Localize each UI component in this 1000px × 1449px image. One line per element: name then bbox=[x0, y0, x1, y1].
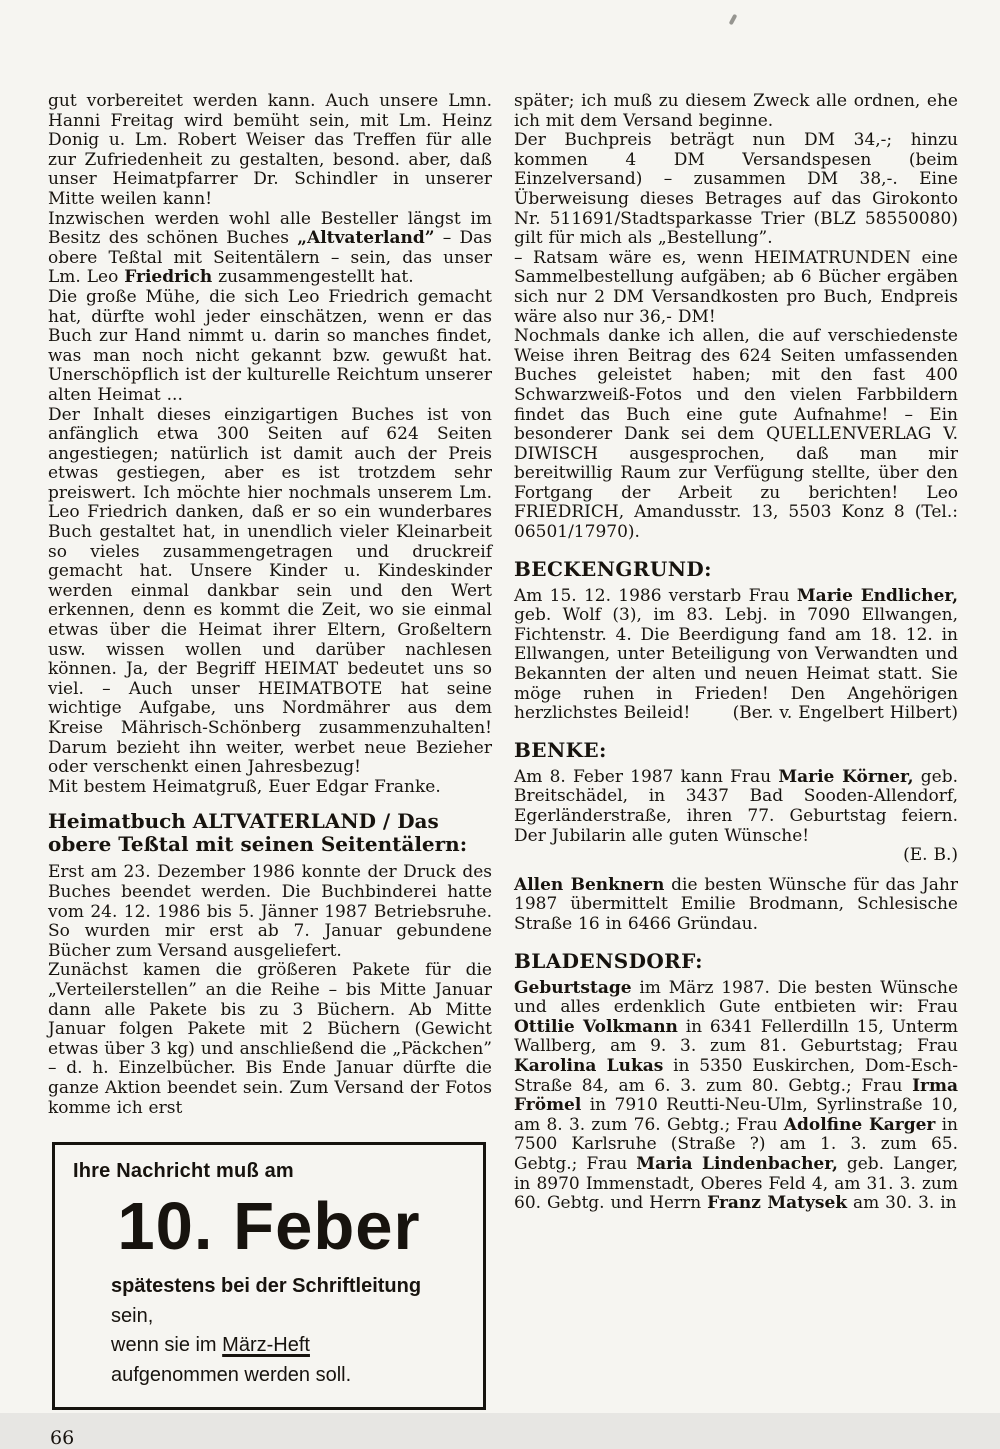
heading-beckengrund: BECKENGRUND: bbox=[514, 556, 712, 581]
paragraph-continuation: gut vorbereitet werden kann. Auch unsere Lmn. Hanni Freitag wird bemüht sein, mit Lm. Heinz Donig u. Lm. Robert Weiser das Treffen für alle zur Zufriedenheit zu gestalten, besond. aber, daß unser Heimatpfarrer Dr. Schindler in unserer Mitte weilen kann! bbox=[48, 91, 492, 209]
left-column bbox=[48, 92, 492, 1449]
heading-benke: BENKE: bbox=[514, 737, 607, 762]
paragraph-birthday-koerner: Am 8. Feber 1987 kann Frau Marie Körner, geb. Breitschädel, in 3437 Bad Sooden-Allendorf, Egerländerstraße, ihren 77. Geburtstag feiern. Der Jubilarin alle guten Wünsche! (E. B.) bbox=[514, 766, 959, 866]
right-column bbox=[514, 92, 958, 1214]
paragraph-thanks-quellenverlag: Nochmals danke ich allen, die auf verschiedenste Weise ihren Beitrag des 624 Seiten umfassenden Buches geleistet haben; mit den fast 400 Schwarzweiß-Fotos und den vielen Farbbildern findet das Buch eine gute Aufnahme! – Ein besonderer Dank sei dem QUELLENVERLAG V. DIWISCH ausgesprochen, daß man mir bereitwillig Raum zur Verfügung stellte, über den Fortgang der Arbeit zu berichten! Leo FRIEDRICH, Amandusstr. 13, 5503 Konz 8 (Tel.: 06501/17970). bbox=[514, 326, 958, 543]
paragraph-book-content-heimatbote: Der Inhalt dieses einzigartigen Buches ist von anfänglich etwa 300 Seiten auf 624 Seiten angestiegen; natürlich ist damit auch der Preis etwas gestiegen, aber es ist trotzdem sehr preiswert. Ich möchte hier nochmals unserem Lm. Leo Friedrich danken, daß er so ein wunderbares Buch gestaltet hat, in unendlich vieler Kleinarbeit so vieles zusammengetragen und druckreif gemacht hat. Unsere Kinder u. Kindeskinder werden einmal dankbar sein und den Wert erkennen, denn es kommt die Zeit, wo sie einmal etwas über die Heimat ihrer Eltern, Großeltern usw. wissen wollen und darüber nachlesen können. Ja, der Begriff HEIMAT bedeutet uns so viel. – Auch unser HEIMATBOTE hat seine wichtige Aufgabe, uns Nordmährer aus dem Kreise Mährisch-Schönberg zusammenzuhalten! Darum bezieht ihn weiter, werbet neue Bezieher oder verschenkt einen Jahresbezug! bbox=[48, 404, 492, 778]
paragraph-altvaterland-announcement: Inzwischen werden wohl alle Besteller längst im Besitz des schönen Buches „Altvaterland” – Das obere Teßtal mit Seitentälern – sein, das unser Lm. Leo Friedrich zusammengestellt hat. bbox=[48, 208, 493, 288]
notice-intro-line: Ihre Nachricht muß am bbox=[73, 1160, 294, 1183]
deadline-notice-box bbox=[52, 1142, 486, 1410]
scan-artifact-speck bbox=[729, 14, 738, 26]
paragraph-birthdays-march: Geburtstage im März 1987. Die besten Wünsche und alles erdenklich Gute entbieten wir: Frau Ottilie Volkmann in 6341 Fellerdilln 15, Unterm Wallberg, am 9. 3. zum 81. Geburtstag; Frau Karolina Lukas in 5350 Euskirchen, Dom-Esch-Straße 84, am 6. 3. zum 80. Gebtg.; Frau Irma Frömel in 7910 Reutti-Neu-Ulm, Syrlinstraße 10, am 8. 3. zum 76. Gebtg.; Frau Adolfine Karger in 7500 Karlsruhe (Straße ?) am 1. 3. zum 65. Gebtg.; Frau Maria Lindenbacher, geb. Langer, in 8970 Immenstadt, Oberes Feld 4, am 31. 3. zum 60. Gebtg. und Herrn Franz Matysek am 30. 3. in bbox=[514, 977, 958, 1214]
heading-bladensdorf: BLADENSDORF: bbox=[514, 948, 703, 973]
paragraph-collective-order: – Ratsam wäre es, wenn HEIMATRUNDEN eine Sammelbestellung aufgäben; ab 6 Bücher ergäben sich nur 2 DM Versandkosten pro Buch, Endpreis wäre also nur 36,- DM! bbox=[514, 247, 958, 327]
paragraph-obituary-endlicher: Am 15. 12. 1986 verstarb Frau Marie Endlicher, geb. Wolf (3), im 83. Lebj. in 7090 Ellwangen, Fichtenstr. 4. Die Beerdigung fand am 18. 12. in Ellwangen, unter Beteiligung von Verwandten und Bekannten der alten und neuen Heimat statt. Sie möge ruhen in Frieden! Den Angehörigen herzlichstes Beileid! (Ber. v. Engelbert Hilbert) bbox=[514, 585, 958, 724]
page-number: 66 bbox=[50, 1427, 75, 1449]
paragraph-book-price: Der Buchpreis beträgt nun DM 34,-; hinzu kommen 4 DM Versandspesen (beim Einzelversand) – zusammen DM 38,-. Eine Überweisung dieses Betrages auf das Girokonto Nr. 511691/Stadtsparkasse Trier (BLZ 58550080) gilt für mich als „Bestellung”. bbox=[514, 130, 958, 249]
notice-line-aufgenommen: aufgenommen werden soll. bbox=[111, 1363, 352, 1386]
paragraph-print-finished: Erst am 23. Dezember 1986 konnte der Druck des Buches beendet werden. Die Buchbinderei hatte vom 24. 12. 1986 bis 5. Jänner 1987 Betriebsruhe. So wurden mir erst ab 7. Januar gebundene Bücher zum Versand ausgeliefert. bbox=[48, 862, 492, 961]
notice-line-maerz-heft: wenn sie im März-Heft bbox=[111, 1334, 310, 1357]
paragraph-photo-shipping: später; ich muß zu diesem Zweck alle ordnen, ehe ich mit dem Versand beginne. bbox=[514, 91, 958, 131]
paragraph-leo-friedrich-effort: Die große Mühe, die sich Leo Friedrich gemacht hat, dürfte wohl jeder einschätzen, wenn er das Buch zur Hand nimmt u. darin so manches findet, was man noch nicht gekannt bzw. gewußt hat. Unerschöpflich ist der kulturelle Reichtum unserer alten Heimat ... bbox=[48, 286, 492, 405]
paragraph-greeting-edgar-franke: Mit bestem Heimatgruß, Euer Edgar Franke. bbox=[48, 776, 441, 797]
heading-heimatbuch-altvaterland: Heimatbuch ALTVATERLAND / Das obere Teßtal mit seinen Seitentälern: bbox=[48, 809, 468, 857]
paragraph-wishes-benknern: Allen Benknern die besten Wünsche für das Jahr 1987 übermittelt Emilie Brodmann, Schlesische Straße 16 in 6466 Gründau. bbox=[514, 874, 958, 934]
paragraph-package-shipping: Zunächst kamen die größeren Pakete für die „Verteilerstellen” an die Reihe – bis Mitte Januar dann alle Pakete bis zu 3 Büchern. Ab Mitte Januar folgen Pakete mit 2 Büchern (Gewicht etwas über 3 kg) und anschließend die „Päckchen” – d. h. Einzelbücher. Bis Ende Januar dürfte die ganze Aktion beendet sein. Zum Versand der Fotos komme ich erst bbox=[48, 960, 492, 1118]
notice-deadline-date: 10. Feber bbox=[117, 1189, 421, 1265]
notice-line-schriftleitung: spätestens bei der Schriftleitung sein, bbox=[111, 1275, 422, 1327]
